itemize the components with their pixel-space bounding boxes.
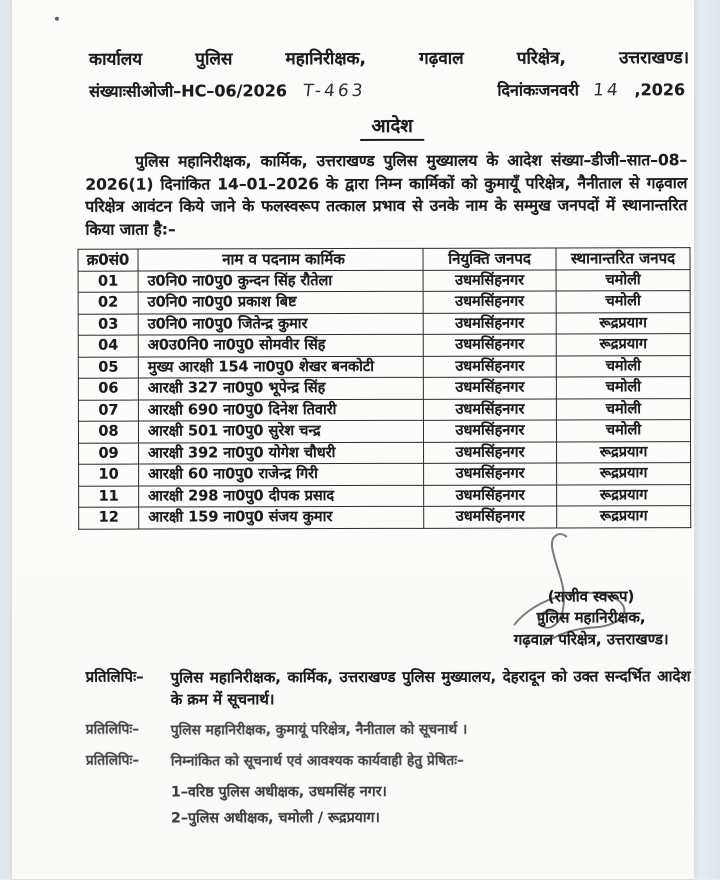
order-body-paragraph: पुलिस महानिरीक्षक, कार्मिक, उत्तराखण्ड पुलिस मुख्यालय के आदेश संख्या–डीजी–सात–08–2026(1) दिनांकित 14–01–2026 के द्वारा निम्न कार्मिकों को कुमायूँ परिक्षेत्र, नैनीताल से गढ़वाल परिक्षेत्र आवंटन किये जाने के फलस्वरूप तत्काल प्रभाव से उनके नाम के सम्मुख जनपदों में स्थानान्तरित किया जाता है:–	[85, 149, 687, 241]
table-cell: आरक्षी 159 ना0पु0 संजय कुमार	[139, 506, 424, 528]
column-header-name: नाम व पदनाम कार्मिक	[138, 248, 423, 270]
copy-text: पुलिस महानिरीक्षक, कार्मिक, उत्तराखण्ड पुलिस मुख्यालय, देहरादून को उक्त सन्दर्भित आदेश के क्रम में सूचनार्थ।	[171, 665, 691, 710]
column-header-posted-district: नियुक्ति जनपद	[423, 248, 556, 270]
table-row	[79, 484, 691, 507]
table-cell: आरक्षी 690 ना0पु0 दिनेश तिवारी	[138, 399, 423, 421]
date-year: ,2026	[634, 80, 685, 99]
table-cell: चमोली	[556, 355, 690, 377]
table-row	[78, 291, 690, 314]
table-cell: उ0नि0 ना0पु0 प्रकाश बिष्ट	[138, 291, 423, 313]
scan-speck	[55, 17, 59, 21]
date-label: दिनांकःजनवरी	[497, 78, 579, 100]
document-page	[12, 0, 694, 879]
recipient-line: 1–वरिष्ठ पुलिस अधीक्षक, उधमसिंह नगर।	[171, 778, 695, 805]
table-cell: उधमसिंहनगर	[423, 355, 556, 377]
table-cell: रूद्रप्रयाग	[556, 312, 690, 334]
table-cell: रूद्रप्रयाग	[557, 441, 691, 463]
copy-row	[86, 718, 695, 742]
table-row	[78, 377, 690, 400]
table-cell: उधमसिंहनगर	[423, 420, 556, 442]
table-cell: रूद्रप्रयाग	[556, 334, 690, 356]
table-cell: आरक्षी 501 ना0पु0 सुरेश चन्द्र	[138, 420, 423, 442]
copy-text: पुलिस महानिरीक्षक, कुमायूं परिक्षेत्र, नैनीताल को सूचनार्थ ।	[171, 718, 691, 741]
table-row	[78, 269, 690, 292]
table-cell: उधमसिंहनगर	[423, 398, 556, 420]
copy-label: प्रतिलिपिः–	[86, 666, 171, 686]
table-cell: चमोली	[556, 420, 690, 442]
reference-number-handwritten: T-463	[302, 81, 366, 101]
recipient-line: 2–पुलिस अधीक्षक, चमोली / रूद्रप्रयाग।	[171, 804, 695, 831]
copy-label: प्रतिलिपिः–	[86, 750, 171, 769]
copy-text: निम्नांकित को सूचनार्थ एवं आवश्यक कार्यवाही हेतु प्रेषितः–	[171, 749, 691, 772]
table-cell: उधमसिंहनगर	[424, 463, 557, 485]
table-row	[79, 441, 691, 464]
copy-row	[86, 749, 695, 773]
table-cell: उधमसिंहनगर	[424, 441, 557, 463]
table-cell: 08	[78, 421, 138, 443]
table-cell: उधमसिंहनगर	[423, 312, 556, 334]
table-cell: आरक्षी 392 ना0पु0 योगेश चौधरी	[139, 442, 424, 464]
table-cell: आरक्षी 298 ना0पु0 दीपक प्रसाद	[139, 485, 424, 507]
table-cell: उधमसिंहनगर	[424, 484, 557, 506]
transfer-table-body	[78, 269, 691, 529]
signatory-text	[514, 586, 669, 651]
table-cell: 09	[79, 443, 139, 465]
table-cell: उधमसिंहनगर	[423, 269, 556, 291]
column-header-serial: क्र0सं0	[78, 249, 138, 271]
document-content	[11, 0, 695, 880]
table-row	[78, 334, 690, 357]
table-cell: चमोली	[556, 377, 690, 399]
reference-date-line	[89, 78, 685, 102]
table-cell: 04	[78, 335, 138, 357]
table-cell: रूद्रप्रयाग	[557, 463, 691, 485]
table-cell: 03	[78, 314, 138, 336]
table-cell: उधमसिंहनगर	[423, 334, 556, 356]
table-cell: 02	[78, 292, 138, 314]
table-cell: 01	[78, 271, 138, 293]
table-cell: उधमसिंहनगर	[423, 291, 556, 313]
table-cell: 11	[79, 486, 139, 508]
column-header-transferred-district: स्थानान्तरित जनपद	[556, 248, 690, 270]
table-cell: आरक्षी 60 ना0पु0 राजेन्द्र गिरी	[139, 463, 424, 485]
table-cell: उधमसिंहनगर	[424, 506, 557, 528]
copies-section	[13, 665, 695, 773]
table-cell: चमोली	[556, 398, 690, 420]
table-cell: रूद्रप्रयाग	[557, 506, 691, 528]
table-row	[79, 506, 691, 529]
signatory-region: गढ़वाल परिक्षेत्र, उत्तराखण्ड।	[514, 629, 669, 651]
table-cell: मुख्य आरक्षी 154 ना0पु0 शेखर बनकोटी	[138, 356, 423, 378]
order-title: आदेश	[360, 113, 424, 141]
table-cell: उ0नि0 ना0पु0 कुन्दन सिंह रौतेला	[138, 270, 423, 292]
table-cell: उ0नि0 ना0पु0 जितेन्द्र कुमार	[138, 313, 423, 335]
signature-block	[12, 528, 694, 662]
copy-label: प्रतिलिपिः–	[86, 719, 171, 738]
table-cell: 07	[78, 400, 138, 422]
table-cell: उधमसिंहनगर	[423, 377, 556, 399]
table-cell: 05	[78, 357, 138, 379]
recipients-list	[171, 778, 695, 831]
transfer-table	[77, 247, 691, 529]
signatory-name: (राजीव स्वरूप)	[514, 586, 669, 608]
table-cell: अ0उ0नि0 ना0पु0 सोमवीर सिंह	[138, 334, 423, 356]
table-row	[78, 420, 690, 443]
table-cell: आरक्षी 327 ना0पु0 भूपेन्द्र सिंह	[138, 377, 423, 399]
signatory-designation: पुलिस महानिरीक्षक,	[514, 607, 669, 629]
date-day-handwritten: 14	[592, 80, 622, 100]
table-cell: 10	[79, 464, 139, 486]
table-cell: चमोली	[556, 269, 690, 291]
table-row	[78, 312, 690, 335]
table-header-row	[78, 248, 690, 271]
table-cell: चमोली	[556, 291, 690, 313]
reference-number: संख्याःसीओजी–HC–06/2026	[89, 79, 287, 102]
table-row	[79, 463, 691, 486]
table-cell: 12	[79, 507, 139, 529]
table-row	[78, 398, 690, 421]
table-cell: 06	[78, 378, 138, 400]
copy-row	[86, 665, 695, 711]
table-row	[78, 355, 690, 378]
table-cell: रूद्रप्रयाग	[557, 484, 691, 506]
office-header-line: कार्यालय पुलिस महानिरीक्षक, गढ़वाल परिक्षेत्र, उत्तराखण्ड।	[89, 45, 689, 73]
